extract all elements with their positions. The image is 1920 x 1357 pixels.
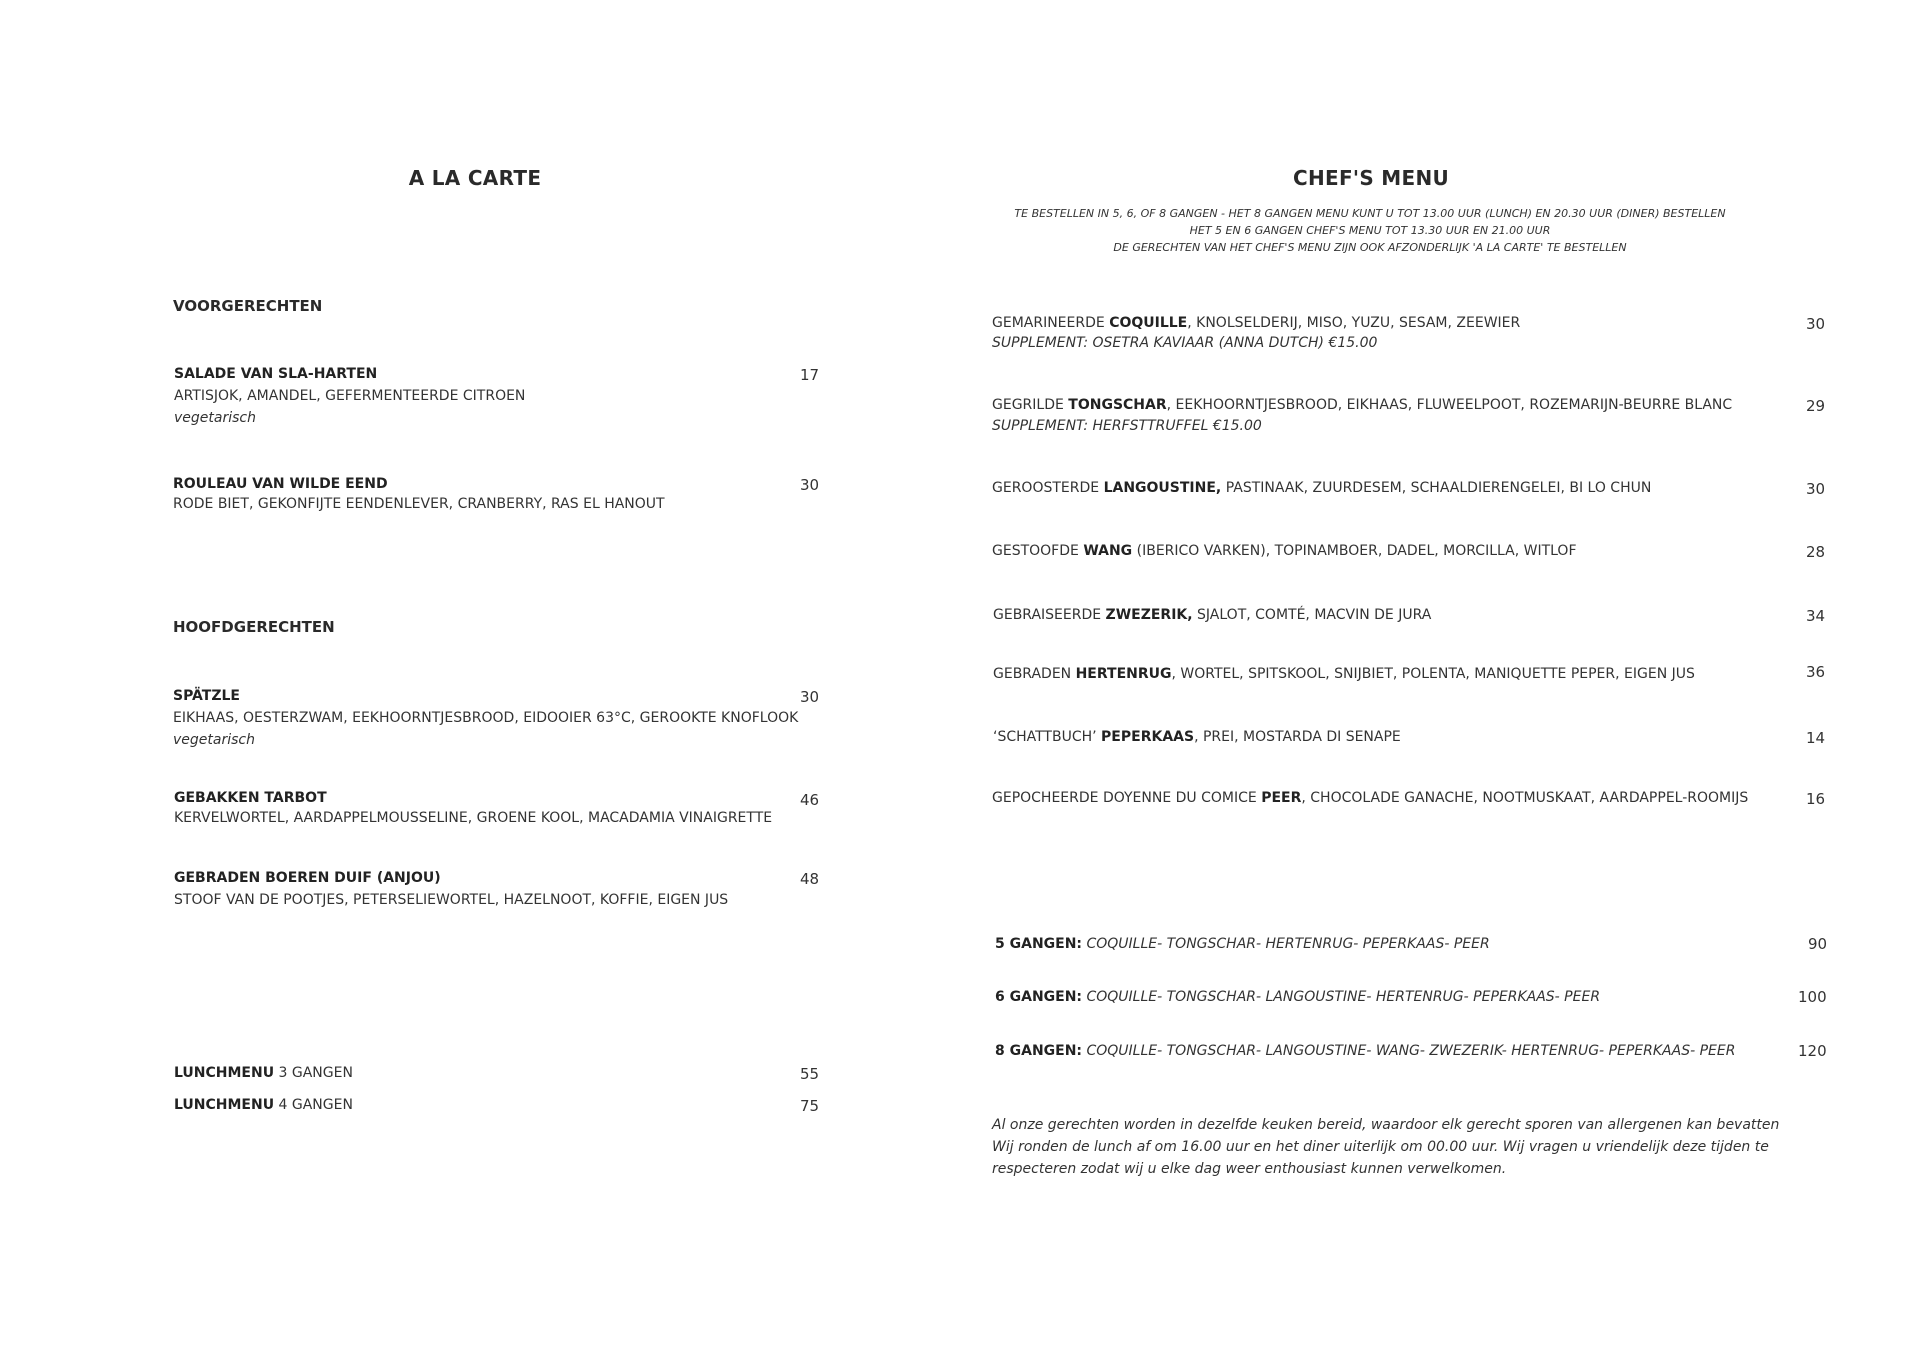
dish-note: vegetarisch <box>174 410 256 426</box>
note-line: respecteren zodat wij u elke dag weer enthousiast kunnen verwelkomen. <box>992 1161 1507 1177</box>
hoofdgerechten-heading: HOOFDGERECHTEN <box>173 618 335 636</box>
chefs-menu-title: CHEF'S MENU <box>1292 166 1450 190</box>
a-la-carte-title: A LA CARTE <box>408 166 542 190</box>
chef-dish-price: 30 <box>1806 315 1826 333</box>
course-price: 120 <box>1798 1042 1827 1060</box>
course-8-gangen: 8 GANGEN: COQUILLE- TONGSCHAR- LANGOUSTINE- WANG- ZWEZERIK- HERTENRUG- PEPERKAAS- PEER <box>995 1043 1736 1059</box>
chef-dish: GEPOCHEERDE DOYENNE DU COMICE PEER, CHOCOLADE GANACHE, NOOTMUSKAAT, AARDAPPEL-ROOMIJS <box>992 790 1749 806</box>
chef-dish: GEROOSTERDE LANGOUSTINE, PASTINAAK, ZUURDESEM, SCHAALDIERENGELEI, BI LO CHUN <box>992 480 1652 496</box>
lunch-menu-3: LUNCHMENU 3 GANGEN <box>174 1065 353 1081</box>
lunch-menu-3-price: 55 <box>800 1065 820 1083</box>
voorgerechten-heading: VOORGERECHTEN <box>173 297 323 315</box>
chef-dish: ‘SCHATTBUCH’ PEPERKAAS, PREI, MOSTARDA DI SENAPE <box>993 729 1401 745</box>
chef-dish-supplement: SUPPLEMENT: HERFSTTRUFFEL €15.00 <box>992 418 1262 434</box>
dish-name: GEBRADEN BOEREN DUIF (ANJOU) <box>174 870 441 886</box>
dish-price: 17 <box>800 366 820 384</box>
chef-dish: GEBRADEN HERTENRUG, WORTEL, SPITSKOOL, SNIJBIET, POLENTA, MANIQUETTE PEPER, EIGEN JUS <box>993 666 1695 682</box>
chef-dish-price: 16 <box>1806 790 1826 808</box>
lunch-menu-4: LUNCHMENU 4 GANGEN <box>174 1097 353 1113</box>
intro-line: TE BESTELLEN IN 5, 6, OF 8 GANGEN - HET 8 GANGEN MENU KUNT U TOT 13.00 UUR (LUNCH) EN 20.30 UUR (DINER) BESTELLEN <box>1014 207 1726 220</box>
dish-price: 46 <box>800 791 820 809</box>
intro-line: HET 5 EN 6 GANGEN CHEF'S MENU TOT 13.30 UUR EN 21.00 UUR <box>1189 224 1551 237</box>
note-line: Al onze gerechten worden in dezelfde keuken bereid, waardoor elk gerecht sporen van allergenen kan bevatten <box>992 1117 1780 1133</box>
chef-dish-price: 29 <box>1806 397 1826 415</box>
course-price: 90 <box>1808 935 1828 953</box>
dish-description: STOOF VAN DE POOTJES, PETERSELIEWORTEL, HAZELNOOT, KOFFIE, EIGEN JUS <box>174 892 729 908</box>
course-6-gangen: 6 GANGEN: COQUILLE- TONGSCHAR- LANGOUSTINE- HERTENRUG- PEPERKAAS- PEER <box>995 989 1601 1005</box>
chef-dish-price: 28 <box>1806 543 1826 561</box>
dish-name: GEBAKKEN TARBOT <box>174 790 327 806</box>
dish-name: SPÄTZLE <box>173 688 240 704</box>
chef-dish: GEBRAISEERDE ZWEZERIK, SJALOT, COMTÉ, MACVIN DE JURA <box>993 607 1432 623</box>
chef-dish-price: 30 <box>1806 480 1826 498</box>
course-price: 100 <box>1798 988 1827 1006</box>
allergen-note <box>992 1114 1779 1180</box>
chef-dish-price: 14 <box>1806 729 1826 747</box>
dish-price: 30 <box>800 688 820 706</box>
dish-description: KERVELWORTEL, AARDAPPELMOUSSELINE, GROENE KOOL, MACADAMIA VINAIGRETTE <box>174 810 773 826</box>
note-line: Wij ronden de lunch af om 16.00 uur en het diner uiterlijk om 00.00 uur. Wij vragen u vriendelijk deze tijden te <box>992 1139 1769 1155</box>
chef-dish-price: 36 <box>1806 663 1826 681</box>
dish-description: EIKHAAS, OESTERZWAM, EEKHOORNTJESBROOD, EIDOOIER 63°C, GEROOKTE KNOFLOOK <box>173 710 799 726</box>
dish-description: ARTISJOK, AMANDEL, GEFERMENTEERDE CITROEN <box>174 388 526 404</box>
dish-description: RODE BIET, GEKONFIJTE EENDENLEVER, CRANBERRY, RAS EL HANOUT <box>173 496 665 512</box>
chef-dish-supplement: SUPPLEMENT: OSETRA KAVIAAR (ANNA DUTCH) €15.00 <box>992 335 1378 351</box>
dish-name: SALADE VAN SLA-HARTEN <box>174 366 378 382</box>
dish-note: vegetarisch <box>173 732 255 748</box>
chef-dish-price: 34 <box>1806 607 1826 625</box>
chefs-menu-intro <box>920 205 1820 256</box>
lunch-menu-4-price: 75 <box>800 1097 820 1115</box>
chef-dish: GEMARINEERDE COQUILLE, KNOLSELDERIJ, MISO, YUZU, SESAM, ZEEWIER <box>992 315 1521 331</box>
chef-dish: GESTOOFDE WANG (IBERICO VARKEN), TOPINAMBOER, DADEL, MORCILLA, WITLOF <box>992 543 1577 559</box>
dish-price: 48 <box>800 870 820 888</box>
chef-dish: GEGRILDE TONGSCHAR, EEKHOORNTJESBROOD, EIKHAAS, FLUWEELPOOT, ROZEMARIJN-BEURRE BLANC <box>992 397 1733 413</box>
course-5-gangen: 5 GANGEN: COQUILLE- TONGSCHAR- HERTENRUG- PEPERKAAS- PEER <box>995 936 1490 952</box>
dish-name: ROULEAU VAN WILDE EEND <box>173 476 388 492</box>
intro-line: DE GERECHTEN VAN HET CHEF'S MENU ZIJN OOK AFZONDERLIJK 'A LA CARTE' TE BESTELLEN <box>1113 241 1627 254</box>
dish-price: 30 <box>800 476 820 494</box>
